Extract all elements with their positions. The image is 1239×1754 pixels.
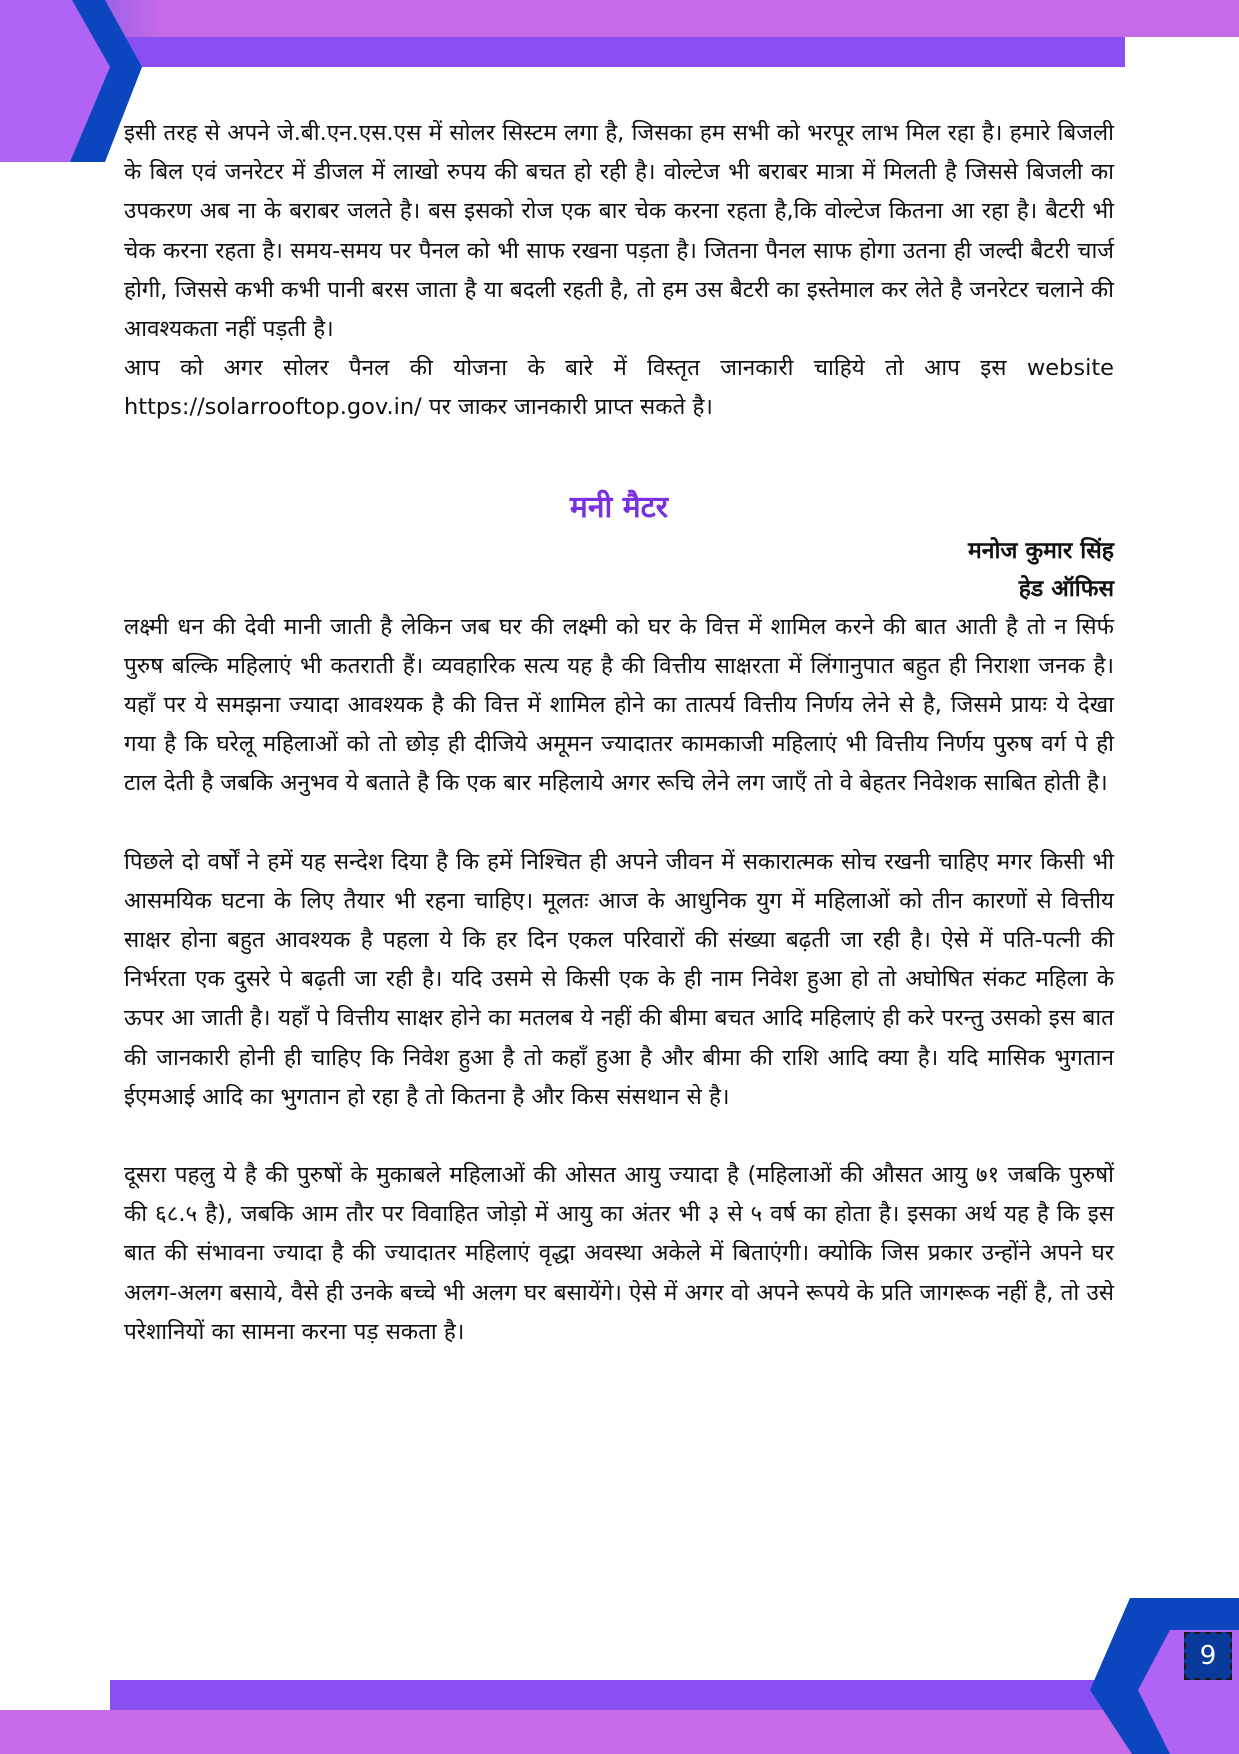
- author-name: मनोज कुमार सिंह: [967, 537, 1114, 564]
- intro-website-paragraph: आप को अगर सोलर पैनल की योजना के बारे में विस्तृत जानकारी चाहिये तो आप इस website https://solarrooftop.gov.in/ पर जाकर जानकारी प्राप्त सकते है।: [124, 355, 1114, 421]
- bottom-banner-decoration: [0, 1590, 1239, 1754]
- top-band-violet: [110, 37, 1125, 67]
- article-paragraph: दूसरा पहलु ये है की पुरुषों के मुकाबले महिलाओं की ओसत आयु ज्यादा है (महिलाओं की औसत आयु ७१ जबकि पुरुषों की ६८.५ है), जबकि आम तौर पर विवाहित जोड़ो में आयु का अंतर भी ३ से ५ वर्ष का होता है। इसका अर्थ यह है कि इस बात की संभावना ज्यादा है की ज्यादातर महिलाएं वृद्धा अवस्था अकेले में बिताएंगी। क्योकि जिस प्रकार उन्होंने अपने घर अलग-अलग बसाये, वैसे ही उनके बच्चे भी अलग घर बसायेंगे। ऐसे में अगर वो अपने रूपये के प्रति जागरूक नहीं है, तो उसे परेशानियों का सामना करना पड़ सकता है।: [124, 1162, 1114, 1345]
- article-paragraph: पिछले दो वर्षों ने हमें यह सन्देश दिया है कि हमें निश्चित ही अपने जीवन में सकारात्मक सोच रखनी चाहिए मगर किसी भी आसमयिक घटना के लिए तैयार भी रहना चाहिए। मूलतः आज के आधुनिक युग में महिलाओं को तीन कारणों से वित्तीय साक्षर होना बहुत आवश्यक है पहला ये कि हर दिन एकल परिवारों की संख्या बढ़ती जा रही है। ऐसे में पति-पत्नी की निर्भरता एक दुसरे पे बढ़ती जा रही है। यदि उसमे से किसी एक के ही नाम निवेश हुआ हो तो अघोषित संकट महिला के ऊपर आ जाती है। यहाँ पे वित्तीय साक्षर होने का मतलब ये नहीं की बीमा बचत आदि महिलाएं ही करे परन्तु उसको इस बात की जानकारी होनी ही चाहिए कि निवेश हुआ है तो कहाँ हुआ है और बीमा की राशि आदि क्या है। यदि मासिक भुगतान ईएमआई आदि का भुगतान हो रहा है तो कितना है और किस संसथान से है।: [124, 848, 1114, 1110]
- article-paragraph: लक्ष्मी धन की देवी मानी जाती है लेकिन जब घर की लक्ष्मी को घर के वित्त में शामिल करने की बात आती है तो न सिर्फ पुरुष बल्कि महिलाएं भी कतराती हैं। व्यवहारिक सत्य यह है की वित्तीय साक्षरता में लिंगानुपात बहुत ही निराशा जनक है। यहाँ पर ये समझना ज्यादा आवश्यक है की वित्त में शामिल होने का तात्पर्य वित्तीय निर्णय लेने से है, जिसमे प्रायः ये देखा गया है कि घरेलू महिलाओं को तो छोड़ ही दीजिये अमूमन ज्यादातर कामकाजी महिलाएं भी वित्तीय निर्णय पुरुष वर्ग पे ही टाल देती है जबकि अनुभव ये बताते है कि एक बार महिलाये अगर रूचि लेने लग जाएँ तो वे बेहतर निवेशक साबित होती है।: [124, 613, 1114, 797]
- page-number: 9: [1184, 1632, 1232, 1680]
- page-content: [124, 114, 1114, 1352]
- bottom-band-violet: [110, 1680, 1110, 1710]
- bottom-band-lavender: [0, 1710, 1239, 1754]
- intro-paragraph: इसी तरह से अपने जे.बी.एन.एस.एस में सोलर सिस्टम लगा है, जिसका हम सभी को भरपूर लाभ मिल रहा है। हमारे बिजली के बिल एवं जनरेटर में डीजल में लाखो रुपय की बचत हो रही है। वोल्टेज भी बराबर मात्रा में मिलती है जिससे बिजली का उपकरण अब ना के बराबर जलते है। बस इसको रोज एक बार चेक करना रहता है,कि वोल्टेज कितना आ रहा है। बैटरी भी चेक करना रहता है। समय-समय पर पैनल को भी साफ रखना पड़ता है। जितना पैनल साफ होगा उतना ही जल्दी बैटरी चार्ज होगी, जिससे कभी कभी पानी बरस जाता है या बदली रहती है, तो हम उस बैटरी का इस्तेमाल कर लेते है जनरेटर चलाने की आवश्यकता नहीं पड़ती है।: [124, 120, 1114, 343]
- author-department: हेड ऑफिस: [1018, 575, 1114, 602]
- top-band-lavender: [0, 0, 1239, 37]
- article-title: मनी मैटर: [569, 489, 669, 525]
